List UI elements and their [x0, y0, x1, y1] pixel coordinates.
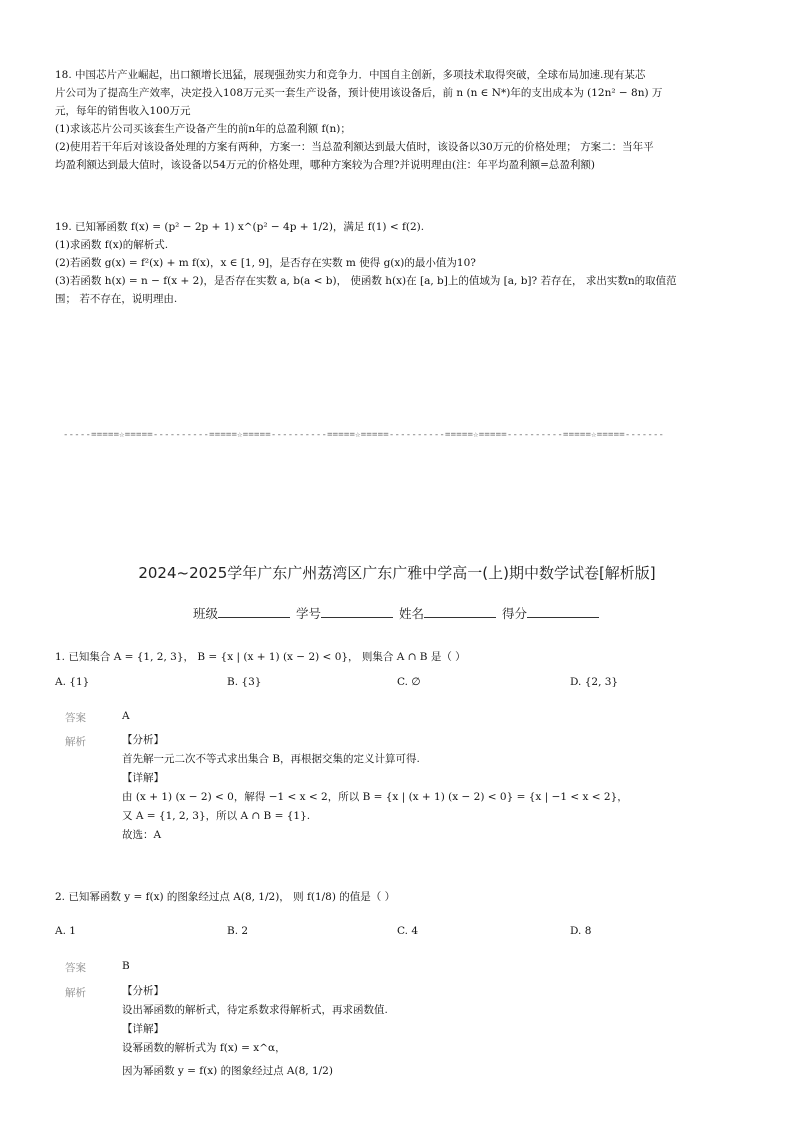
q2-analysis-line-1: 【分析】: [122, 985, 164, 997]
q19-part-3a: (3)若函数 h(x) = n − f(x + 2)，是否存在实数 a, b(a < b)， 使函数 h(x)在 [a, b]上的值域为 [a, b]? 若存在， 求出实数n的取值范: [55, 275, 677, 287]
field-name-blank[interactable]: [424, 605, 496, 618]
q2-option-b[interactable]: B. 2: [227, 925, 249, 937]
q2-analysis-line-2: 设出幂函数的解析式，待定系数求得解析式，再求函数值.: [122, 1004, 388, 1016]
field-id-label: 学号: [295, 606, 321, 621]
q1-analysis-line-2: 首先解一元二次不等式求出集合 B，再根据交集的定义计算可得.: [122, 753, 420, 765]
q1-option-a[interactable]: A. {1}: [55, 676, 90, 688]
q1-stem: 1. 已知集合 A = {1, 2, 3}， B = {x | (x + 1) (x − 2) < 0}， 则集合 A ∩ B 是（ ）: [55, 651, 466, 663]
q2-analysis-line-5: 因为幂函数 y = f(x) 的图象经过点 A(8, 1/2): [122, 1065, 333, 1077]
q1-answer: A: [122, 710, 130, 722]
q2-stem: 2. 已知幂函数 y = f(x) 的图象经过点 A(8, 1/2)， 则 f(1/8) 的值是（ ）: [55, 891, 396, 903]
field-name-label: 姓名: [398, 606, 424, 621]
q1-analysis-line-1: 【分析】: [122, 734, 164, 746]
q1-analysis-line-3: 【详解】: [122, 772, 164, 784]
q1-analysis-line-5: 又 A = {1, 2, 3}，所以 A ∩ B = {1}.: [122, 810, 311, 822]
q18-line-1: 18. 中国芯片产业崛起，出口额增长迅猛，展现强劲实力和竞争力．中国自主创新，多项技术取得突破，全球布局加速.现有某芯: [55, 69, 646, 81]
q1-answer-label: 答案: [65, 712, 86, 724]
exam-title: 2024~2025学年广东广州荔湾区广东广雅中学高一(上)期中数学试卷[解析版]: [138, 564, 656, 582]
q2-answer-label: 答案: [65, 962, 86, 974]
q2-option-a[interactable]: A. 1: [55, 925, 76, 937]
q1-option-c[interactable]: C. ∅: [397, 676, 421, 688]
q2-option-c[interactable]: C. 4: [397, 925, 419, 937]
q19-part-1: (1)求函数 f(x)的解析式.: [55, 239, 169, 251]
q2-option-d[interactable]: D. 8: [570, 925, 592, 937]
page-separator: -----=====☆=====----------=====☆=====----------=====☆=====----------=====☆=====----------=====☆=====-------: [63, 430, 665, 440]
field-class-label: 班级: [192, 606, 218, 621]
field-class-blank[interactable]: [218, 605, 290, 618]
q1-option-d[interactable]: D. {2, 3}: [570, 676, 619, 688]
q18-part-1: (1)求该芯片公司买该套生产设备产生的前n年的总盈利额 f(n)；: [55, 123, 351, 135]
field-id-blank[interactable]: [321, 605, 393, 618]
student-info-fields: [0, 604, 794, 622]
q18-line-3: 元，每年的销售收入100万元: [55, 105, 191, 117]
q1-analysis-label: 解析: [65, 736, 86, 748]
q2-analysis-line-4: 设幂函数的解析式为 f(x) = x^α，: [122, 1042, 286, 1054]
q18-line-2: 片公司为了提高生产效率，决定投入108万元买一套生产设备，预计使用该设备后，前 n (n ∈ N*)年的支出成本为 (12n² − 8n) 万: [55, 87, 663, 99]
q19-part-3b: 围； 若不存在，说明理由.: [55, 293, 178, 305]
q2-answer: B: [122, 960, 130, 972]
q18-part-2b: 均盈利额达到最大值时，该设备以54万元的价格处理，哪种方案较为合理?并说明理由(注：年平均盈利额=总盈利额): [55, 159, 595, 171]
q1-analysis-line-4: 由 (x + 1) (x − 2) < 0，解得 −1 < x < 2，所以 B = {x | (x + 1) (x − 2) < 0} = {x | −1 < x < 2}，: [122, 791, 628, 803]
field-score-blank[interactable]: [527, 605, 599, 618]
q18-part-2a: (2)使用若干年后对该设备处理的方案有两种，方案一：当总盈利额达到最大值时，该设备以30万元的价格处理； 方案二：当年平: [55, 141, 654, 153]
q2-analysis-line-3: 【详解】: [122, 1023, 164, 1035]
q2-analysis-label: 解析: [65, 987, 86, 999]
q19-line-1: 19. 已知幂函数 f(x) = (p² − 2p + 1) x^(p² − 4p + 1/2)，满足 f(1) < f(2).: [55, 221, 425, 233]
q1-option-b[interactable]: B. {3}: [227, 676, 262, 688]
q19-part-2: (2)若函数 g(x) = f²(x) + m f(x)，x ∈ [1, 9]，是否存在实数 m 使得 g(x)的最小值为10?: [55, 257, 476, 269]
q1-analysis-line-6: 故选：A: [122, 829, 162, 841]
field-score-label: 得分: [501, 606, 527, 621]
